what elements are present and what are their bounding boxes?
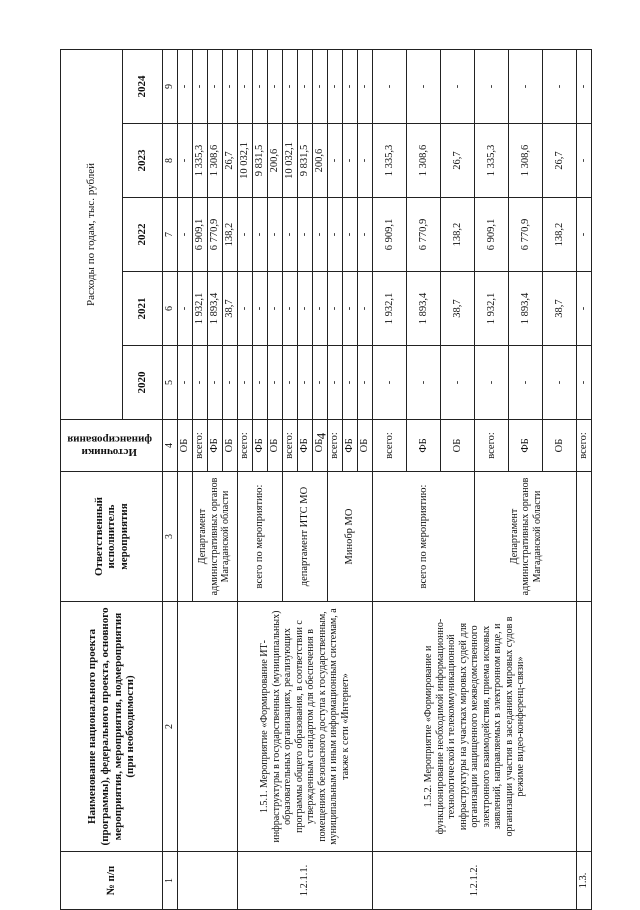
row-source: всего: — [328, 420, 343, 472]
row-value: - — [407, 49, 441, 123]
table-row — [577, 49, 592, 909]
row-value: - — [328, 49, 343, 123]
row-value: - — [267, 198, 282, 272]
row-value: - — [373, 49, 407, 123]
row-value: - — [298, 49, 313, 123]
row-source: ФБ — [407, 420, 441, 472]
row-value: 1 308,6 — [509, 124, 543, 198]
row-value: 1 893,4 — [407, 272, 441, 346]
row-value: - — [358, 272, 373, 346]
row-value: 6 909,1 — [192, 198, 207, 272]
row-source: ОБ — [543, 420, 577, 472]
row-value: - — [577, 124, 592, 198]
header-year: 2023 — [123, 124, 163, 198]
row-value: - — [177, 272, 192, 346]
row-source: ФБ — [343, 420, 358, 472]
row-value: 38,7 — [543, 272, 577, 346]
column-number: 4 — [163, 420, 178, 472]
row-source: всего: — [373, 420, 407, 472]
row-value: 6 770,9 — [207, 198, 222, 272]
row-value: - — [222, 346, 237, 420]
row-source: всего: — [282, 420, 297, 472]
row-value: 9 831,5 — [298, 124, 313, 198]
row-source: всего: — [577, 420, 592, 472]
budget-table-rotated — [60, 50, 590, 910]
row-value: - — [313, 346, 328, 420]
row-num-cell — [177, 852, 237, 910]
row-value: - — [177, 124, 192, 198]
row-value: - — [252, 346, 267, 420]
row-value: - — [252, 198, 267, 272]
row-value: 6 909,1 — [475, 198, 509, 272]
row-name: 1.5.2. Мероприятие «Формирование и функционирование необходимой информационно-технологической и телекоммуникационной инфраструктуры на участках мировых судей для организации защищенного межведомственного электронного взаимодействия, приема исковых заявлений, направляемых в электронном виде, и организации участия в заседаниях мировых судов в режиме видео-конференц-связи» — [373, 602, 577, 852]
row-value: - — [267, 272, 282, 346]
row-source: ОБ — [313, 420, 328, 472]
table-row — [373, 49, 407, 909]
column-number: 1 — [163, 852, 178, 910]
row-value: 1 932,1 — [192, 272, 207, 346]
row-executor: Департамент административных органов Магаданской области — [192, 472, 237, 602]
row-value: - — [543, 346, 577, 420]
row-value: 1 335,3 — [192, 124, 207, 198]
row-value: - — [343, 272, 358, 346]
row-value: - — [441, 49, 475, 123]
header-source — [61, 420, 163, 472]
column-number: 9 — [163, 49, 178, 123]
row-value: - — [358, 346, 373, 420]
row-value: 200,6 — [267, 124, 282, 198]
row-executor — [577, 472, 592, 602]
row-source: ФБ — [252, 420, 267, 472]
row-executor: Минобр МО — [328, 472, 373, 602]
row-num: 1.2.1.1. — [237, 852, 373, 910]
row-value: 6 770,9 — [407, 198, 441, 272]
row-value: - — [222, 49, 237, 123]
row-value: - — [282, 272, 297, 346]
row-value: 1 335,3 — [373, 124, 407, 198]
row-value: 1 932,1 — [373, 272, 407, 346]
header-source-label: Источники финансирования — [67, 433, 153, 459]
row-value: - — [177, 49, 192, 123]
row-executor: департамент ИТС МО — [282, 472, 327, 602]
row-value: 138,2 — [222, 198, 237, 272]
row-value: 26,7 — [543, 124, 577, 198]
row-value: 26,7 — [222, 124, 237, 198]
row-executor: всего по мероприятию: — [373, 472, 475, 602]
row-value: 200,6 — [313, 124, 328, 198]
row-value: - — [237, 49, 252, 123]
row-value: - — [192, 346, 207, 420]
column-number: 3 — [163, 472, 178, 602]
row-value: 10 032,1 — [237, 124, 252, 198]
row-source: ФБ — [207, 420, 222, 472]
row-value: 38,7 — [441, 272, 475, 346]
header-expenses-group: Расходы по годам, тыс. рублей — [61, 49, 123, 419]
row-value: 138,2 — [441, 198, 475, 272]
header-year: 2020 — [123, 346, 163, 420]
row-source: ФБ — [509, 420, 543, 472]
row-value: 1 308,6 — [407, 124, 441, 198]
row-value: - — [313, 272, 328, 346]
header-num: № п/п — [61, 852, 163, 910]
header-year: 2022 — [123, 198, 163, 272]
row-value: - — [343, 49, 358, 123]
row-value: 1 335,3 — [475, 124, 509, 198]
column-number: 8 — [163, 124, 178, 198]
row-value: 9 831,5 — [252, 124, 267, 198]
row-value: - — [373, 346, 407, 420]
row-value: - — [577, 198, 592, 272]
row-value: - — [358, 49, 373, 123]
row-value: - — [298, 346, 313, 420]
row-value: - — [282, 49, 297, 123]
row-value: - — [177, 198, 192, 272]
row-source: ФБ — [298, 420, 313, 472]
row-name — [577, 602, 592, 852]
row-value: - — [192, 49, 207, 123]
row-value: - — [267, 49, 282, 123]
row-source: ОБ — [358, 420, 373, 472]
row-value: - — [313, 198, 328, 272]
header-year: 2024 — [123, 49, 163, 123]
row-value: 6 909,1 — [373, 198, 407, 272]
column-number: 2 — [163, 602, 178, 852]
row-name-cell — [177, 602, 237, 852]
row-value: - — [237, 346, 252, 420]
row-value: 138,2 — [543, 198, 577, 272]
row-value: - — [282, 346, 297, 420]
row-value: - — [343, 124, 358, 198]
row-source: ОБ — [177, 420, 192, 472]
row-value: - — [252, 272, 267, 346]
row-value: - — [577, 272, 592, 346]
row-executor: всего по мероприятию: — [237, 472, 282, 602]
row-value: - — [267, 346, 282, 420]
row-value: 1 308,6 — [207, 124, 222, 198]
row-value: - — [343, 198, 358, 272]
row-value: - — [282, 198, 297, 272]
row-value: - — [407, 346, 441, 420]
header-executor: Ответственный исполнитель мероприятия — [61, 472, 163, 602]
row-value: 26,7 — [441, 124, 475, 198]
row-value: - — [441, 346, 475, 420]
row-value: 10 032,1 — [282, 124, 297, 198]
page-number: 4 — [313, 432, 329, 440]
row-source: ОБ — [222, 420, 237, 472]
column-number: 7 — [163, 198, 178, 272]
row-value: - — [358, 124, 373, 198]
row-num: 1.2.1.2. — [373, 852, 577, 910]
row-value: 1 893,4 — [207, 272, 222, 346]
row-value: - — [509, 346, 543, 420]
row-num: 1.3. — [577, 852, 592, 910]
row-value: - — [207, 49, 222, 123]
row-value: - — [328, 346, 343, 420]
table-row — [237, 49, 252, 909]
row-value: - — [313, 49, 328, 123]
row-value: - — [252, 49, 267, 123]
row-value: - — [577, 49, 592, 123]
header-name: Наименование национального проекта (программы), федерального проекта, основного мероприятия, мероприятия, подмероприятия (при необходимости) — [61, 602, 163, 852]
column-number: 5 — [163, 346, 178, 420]
row-value: - — [358, 198, 373, 272]
row-value: - — [237, 198, 252, 272]
row-value: - — [177, 346, 192, 420]
row-value: - — [298, 272, 313, 346]
row-executor-cell — [177, 472, 192, 602]
row-value: 38,7 — [222, 272, 237, 346]
row-executor: Департамент административных органов Магаданской области — [475, 472, 577, 602]
row-source: ОБ — [267, 420, 282, 472]
row-value: - — [328, 124, 343, 198]
table-row — [177, 49, 192, 909]
row-name: 1.5.1. Мероприятие «Формирование ИТ-инфраструктуры в государственных (муниципальных) образовательных организациях, реализующих программы общего образования, в соответствии с утвержденным стандартом для обеспечения в помещениях безопасного доступа к государственным, муниципальным и иным информационным системам, а также к сети «Интернет» — [237, 602, 373, 852]
row-value: - — [328, 272, 343, 346]
row-value: - — [475, 49, 509, 123]
budget-table — [60, 49, 592, 910]
row-source: всего: — [192, 420, 207, 472]
column-number: 6 — [163, 272, 178, 346]
row-value: - — [298, 198, 313, 272]
row-value: - — [577, 346, 592, 420]
row-value: 1 932,1 — [475, 272, 509, 346]
row-value: - — [509, 49, 543, 123]
row-value: - — [475, 346, 509, 420]
row-source: всего: — [237, 420, 252, 472]
row-source: всего: — [475, 420, 509, 472]
row-value: - — [207, 346, 222, 420]
row-value: - — [543, 49, 577, 123]
row-source: ОБ — [441, 420, 475, 472]
row-value: 6 770,9 — [509, 198, 543, 272]
row-value: - — [237, 272, 252, 346]
row-value: - — [343, 346, 358, 420]
row-value: 1 893,4 — [509, 272, 543, 346]
row-value: - — [328, 198, 343, 272]
header-year: 2021 — [123, 272, 163, 346]
